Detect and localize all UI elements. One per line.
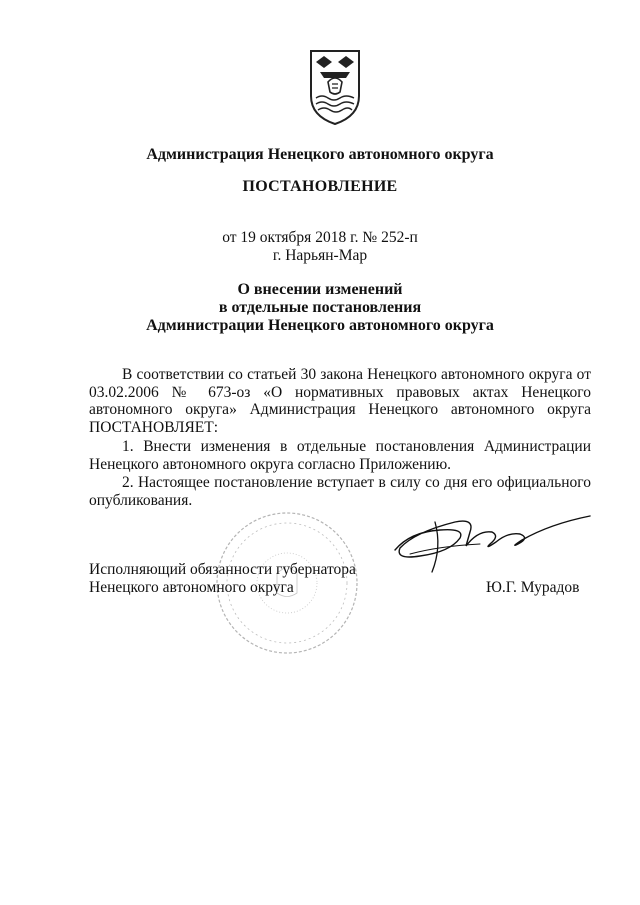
document-date-number: от 19 октября 2018 г. № 252-п [222,229,418,246]
document-type: ПОСТАНОВЛЕНИЕ [242,178,398,195]
document-city: г. Нарьян-Мар [272,247,368,264]
resolution-item-2: 2. Настоящее постановление вступает в силу со дня его официального опубликования. [89,474,591,509]
handwritten-signature [380,502,595,582]
coat-of-arms-icon [308,48,362,126]
organization-name: Администрация Ненецкого автономного округа [146,146,494,163]
signer-position-line-2: Ненецкого автономного округа [89,579,294,596]
signer-name: Ю.Г. Мурадов [486,579,580,596]
title-line-2: в отдельные постановления [218,299,422,316]
title-line-1: О внесении изменений [237,281,403,298]
title-line-3: Администрации Ненецкого автономного округа [146,317,494,334]
signer-position-line-1: Исполняющий обязанности губернатора [89,561,356,578]
preamble-paragraph: В соответствии со статьей 30 закона Ненецкого автономного округа от 03.02.2006 № 673-оз «О нормативных правовых актах Ненецкого автономного округа» Администрация Ненецкого автономного округа ПОСТАНОВЛЯЕТ: [89,366,591,436]
resolution-item-1: 1. Внести изменения в отдельные постановления Администрации Ненецкого автономного округа согласно Приложению. [89,438,591,473]
